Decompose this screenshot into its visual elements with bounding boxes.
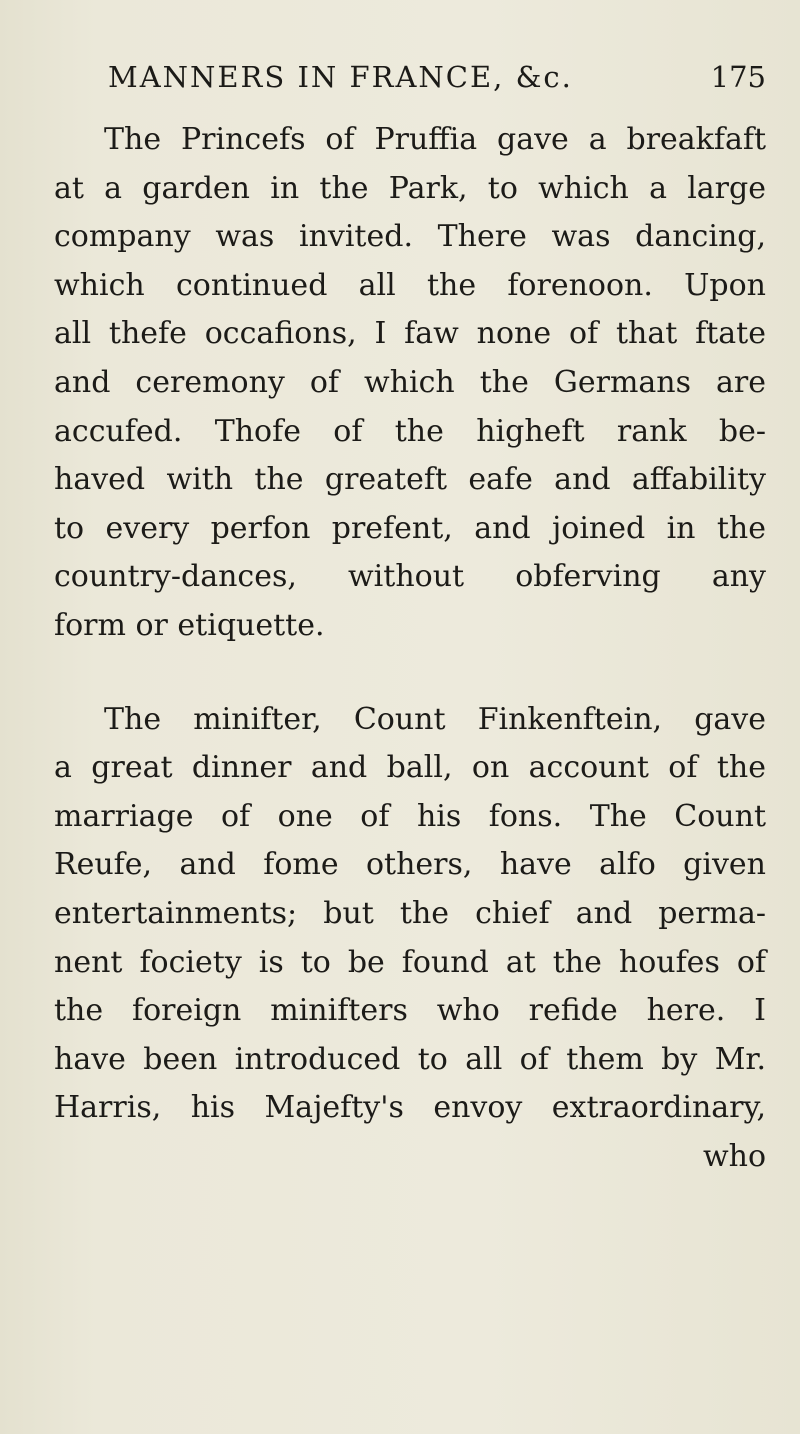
text-line: company was invited. There was dancing,: [54, 219, 766, 255]
text-line: Reufe, and fome others, have alfo given: [54, 847, 766, 883]
text-line: have been introduced to all of them by Mr.: [54, 1041, 766, 1077]
text-line: nent fociety is to be found at the houfes of: [54, 944, 766, 980]
running-head-title: MANNERS IN FRANCE, &c.: [108, 60, 573, 94]
text-line: and ceremony of which the Germans are: [54, 364, 766, 400]
body-text: [54, 116, 766, 1181]
page-number: 175: [710, 60, 766, 94]
text-line: Harris, his Majefty's envoy extraordinary,: [54, 1090, 766, 1126]
paragraph-spacer: [54, 651, 766, 696]
catchword: who: [702, 1138, 766, 1174]
text-line: haved with the greateft eafe and affability: [54, 462, 766, 498]
text-line: marriage of one of his fons. The Count: [54, 798, 766, 834]
text-line: accufed. Thofe of the higheft rank be-: [54, 413, 766, 449]
running-head: [108, 60, 766, 100]
text-line: all thefe occafions, I faw none of that ftate: [54, 316, 766, 352]
text-line: at a garden in the Park, to which a large: [54, 170, 766, 206]
paragraph: [54, 696, 766, 1133]
paragraph: [54, 116, 766, 651]
text-line: entertainments; but the chief and perma-: [54, 895, 766, 931]
text-line: a great dinner and ball, on account of the: [54, 750, 766, 786]
text-line: form or etiquette.: [54, 607, 325, 643]
text-line: The Princefs of Pruffia gave a breakfaft: [104, 122, 766, 157]
text-line: country-dances, without obferving any: [54, 559, 766, 595]
text-line: The minifter, Count Finkenftein, gave: [104, 701, 766, 737]
text-line: which continued all the forenoon. Upon: [54, 267, 766, 303]
text-line: the foreign minifters who refide here. I: [54, 993, 766, 1029]
text-line: to every perfon prefent, and joined in the: [54, 510, 766, 546]
